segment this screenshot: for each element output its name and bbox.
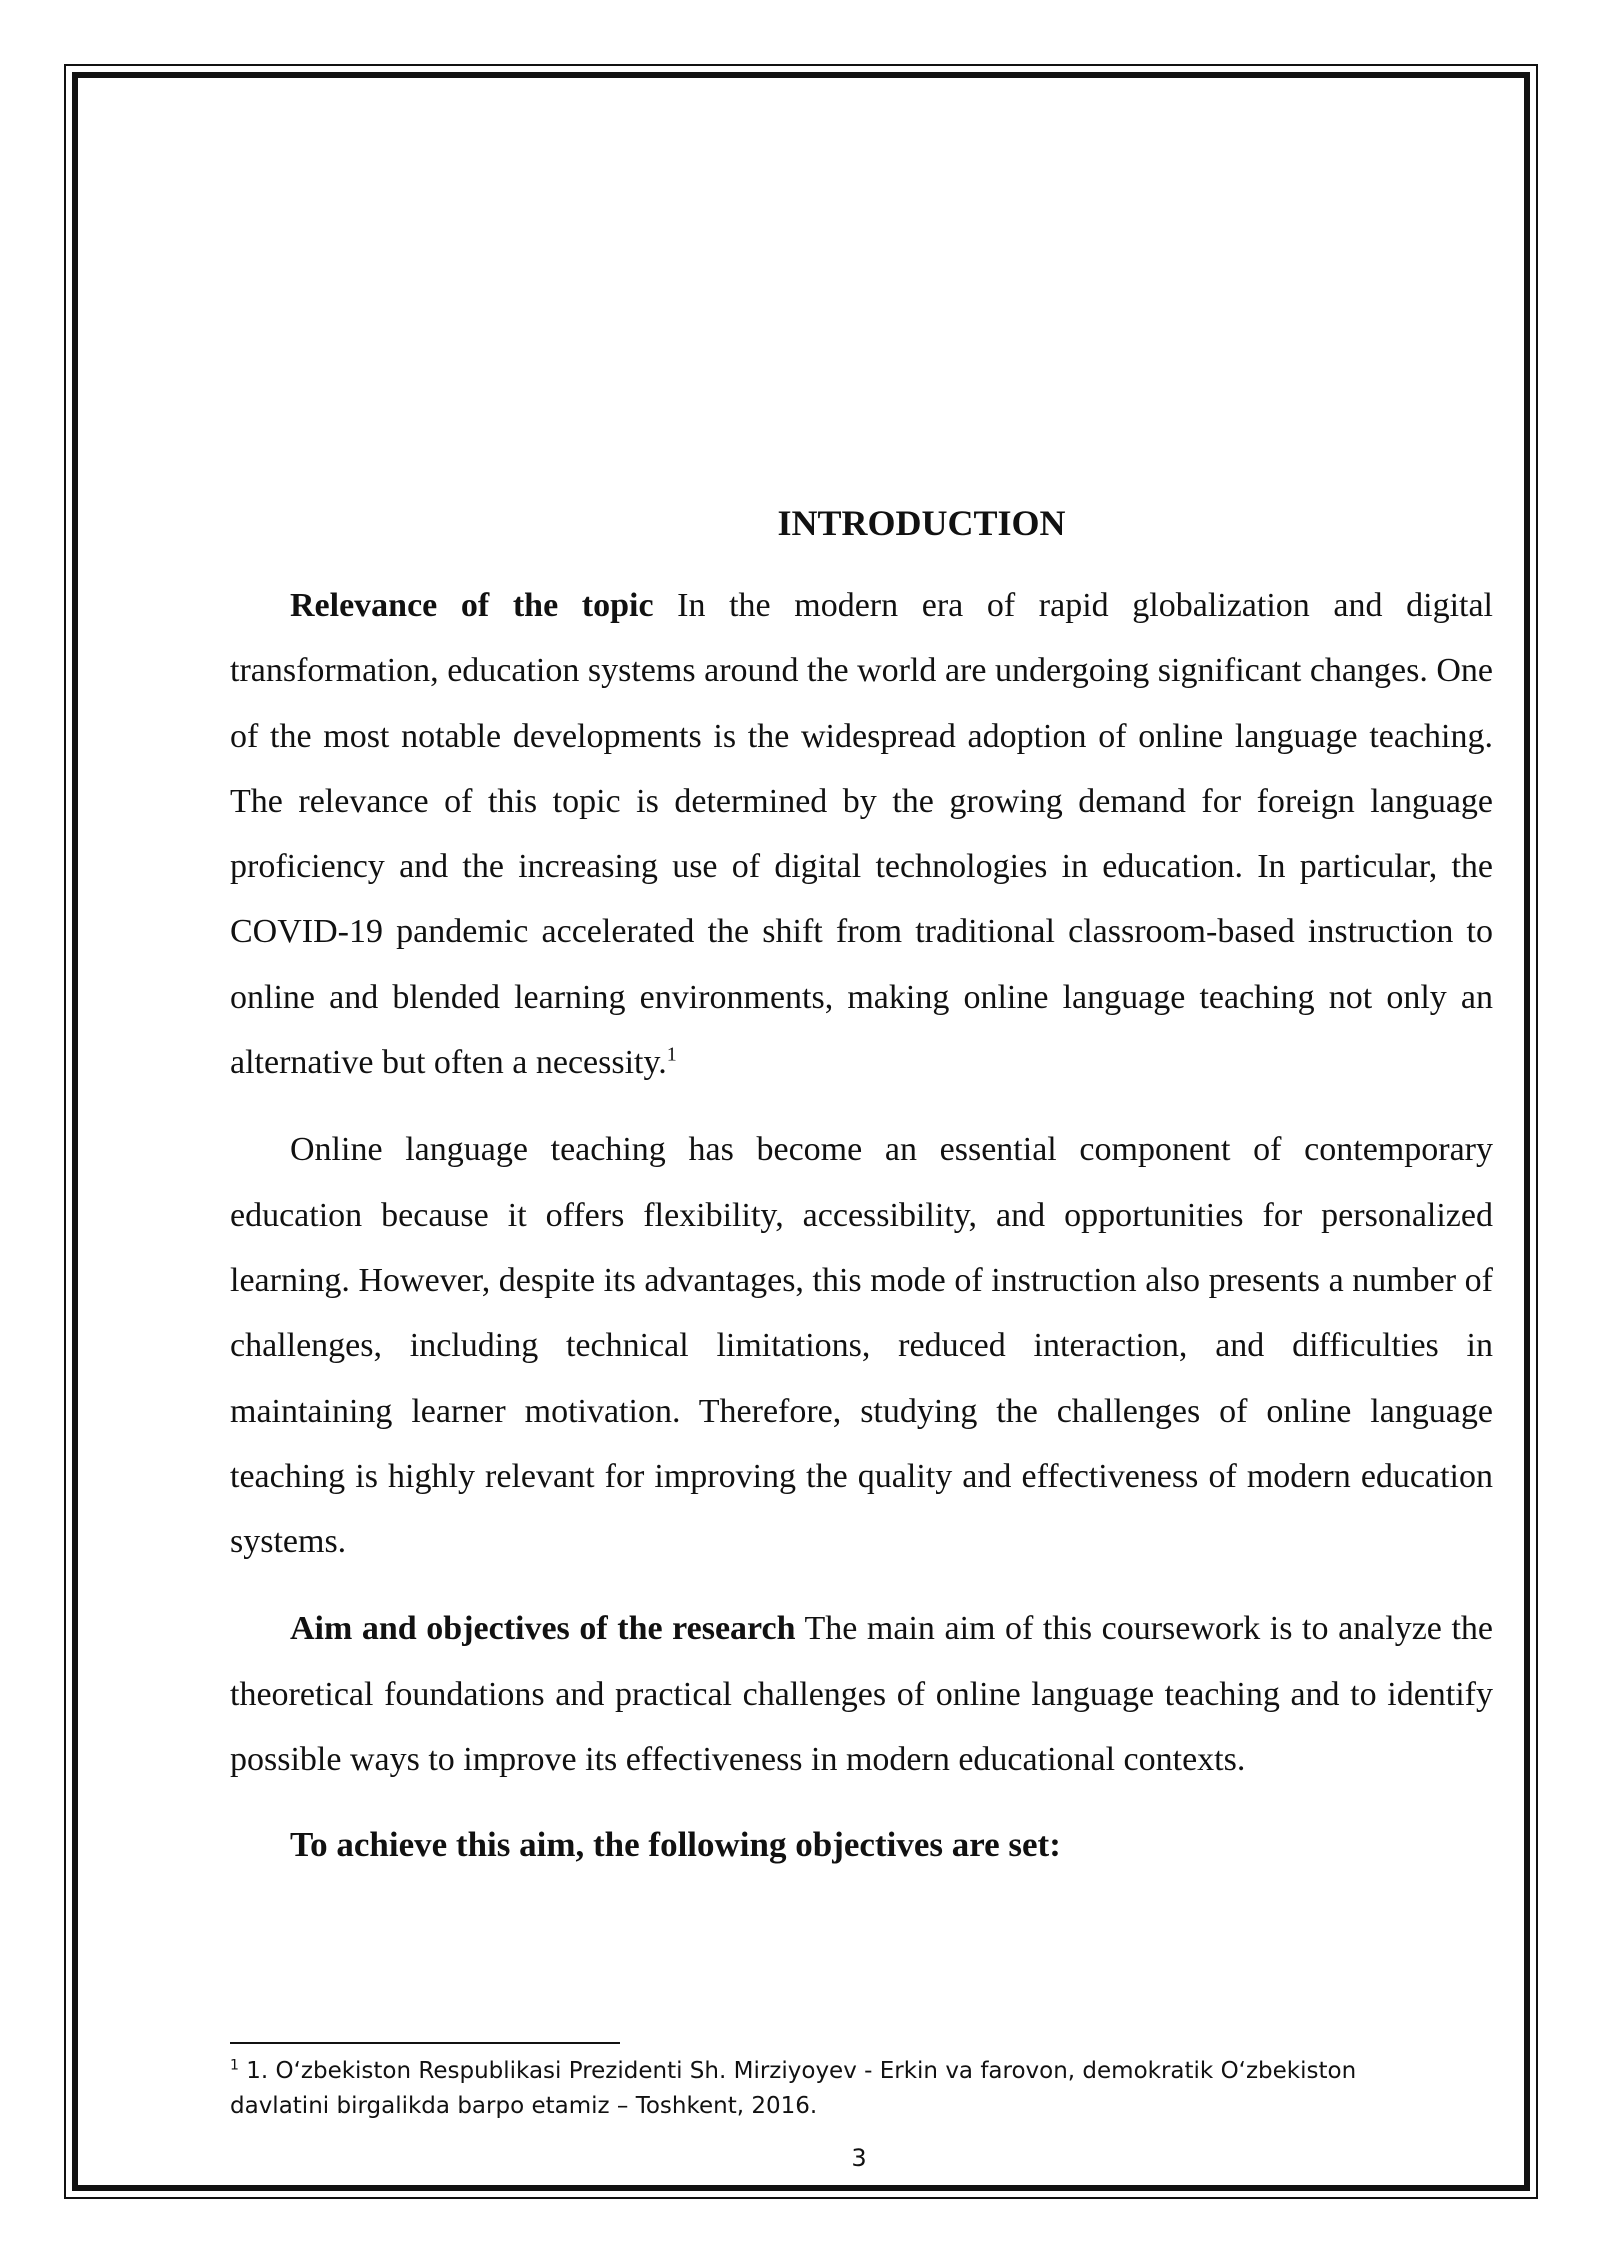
footnote-text: 1. O‘zbekiston Respublikasi Prezidenti Sh. Mirziyoyev - Erkin va farovon, demokratik O‘zbekiston davlatini birgalikda barpo etamiz – Toshkent, 2016. — [230, 2058, 1357, 2119]
page-number: 3 — [851, 2144, 867, 2172]
paragraph-aim — [230, 1596, 1493, 1792]
paragraph-lead: Relevance of the topic — [290, 587, 654, 624]
paragraph-relevance — [230, 573, 1493, 1095]
paragraph-text: Online language teaching has become an essential component of contemporary education because it offers flexibility, accessibility, and opportunities for personalized learning. However, despite its advantages, this mode of instruction also presents a number of challenges, including technical limitations, reduced interaction, and difficulties in maintaining learner motivation. Therefore, studying the challenges of online language teaching is highly relevant for improving the quality and effectiveness of modern education systems. — [230, 1131, 1493, 1561]
paragraph-lead: Aim and objectives of the research — [290, 1610, 796, 1648]
footnote-marker: 1 — [230, 2057, 239, 2074]
footnote-separator — [230, 2042, 620, 2044]
paragraph-text: The main aim of this coursework is to analyze the theoretical foundations and practical challenges of online language teaching and to identify possible ways to improve its effectiveness in modern educational contexts. — [230, 1610, 1494, 1779]
footnote-reference[interactable]: 1 — [666, 1043, 677, 1066]
section-title: INTRODUCTION — [777, 503, 1066, 543]
footnote — [230, 2054, 1450, 2124]
paragraph-text: In the modern era of rapid globalization and digital transformation, education systems around the world are undergoing significant changes. One of the most notable developments is the widespread adoption of online language teaching. The relevance of this topic is determined by the growing demand for foreign language proficiency and the increasing use of digital technologies in education. In particular, the COVID-19 pandemic accelerated the shift from traditional classroom-based instruction to online and blended learning environments, making online language teaching not only an alternative but often a necessity. — [230, 587, 1493, 1082]
objectives-heading: To achieve this aim, the following objectives are set: — [290, 1825, 1061, 1865]
paragraph-online-teaching — [230, 1117, 1493, 1574]
page-body — [230, 495, 1493, 1876]
